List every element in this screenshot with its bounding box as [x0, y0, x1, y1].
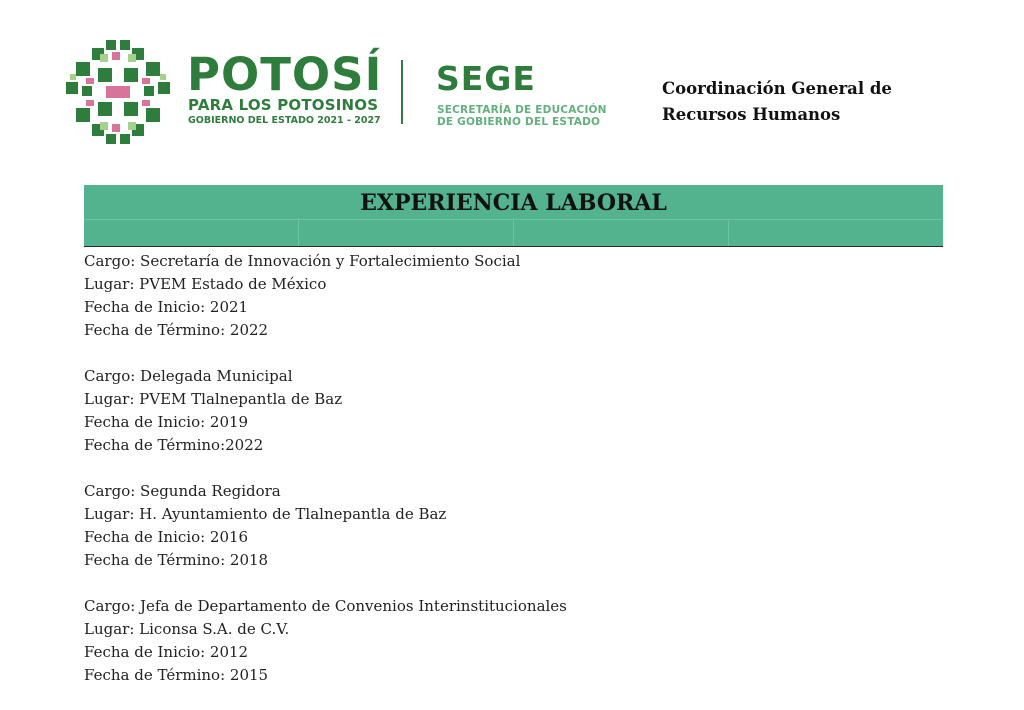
experience-list — [84, 250, 944, 710]
banner-column-divider — [298, 219, 299, 246]
entry-start-date: Fecha de Inicio: 2019 — [84, 413, 249, 431]
entry-position: Cargo: Segunda Regidora — [84, 482, 281, 500]
logo-divider — [401, 60, 403, 124]
sege-title: SEGE — [436, 59, 536, 98]
entry-place: Lugar: H. Ayuntamiento de Tlalnepantla de Baz — [84, 505, 447, 523]
entry-end-date: Fecha de Término: 2018 — [84, 551, 269, 569]
entry-end-date: Fecha de Término: 2022 — [84, 321, 269, 339]
coordination-heading — [662, 76, 892, 128]
state-emblem-logo — [62, 38, 174, 146]
entry-place: Lugar: PVEM Estado de México — [84, 275, 327, 293]
coordination-line-1: Coordinación General de — [662, 79, 892, 98]
entry-position: Cargo: Secretaría de Innovación y Fortalecimiento Social — [84, 252, 521, 270]
sege-line-2: DE GOBIERNO DEL ESTADO — [437, 116, 601, 128]
entry-start-date: Fecha de Inicio: 2021 — [84, 298, 249, 316]
section-title: EXPERIENCIA LABORAL — [360, 190, 667, 216]
entry-place: Lugar: PVEM Tlalnepantla de Baz — [84, 390, 343, 408]
entry-end-date: Fecha de Término:2022 — [84, 436, 264, 454]
banner-column-divider — [513, 219, 514, 246]
brand-title: POTOSÍ — [187, 48, 383, 101]
entry-start-date: Fecha de Inicio: 2012 — [84, 643, 249, 661]
section-banner — [84, 185, 943, 247]
sege-line-1: SECRETARÍA DE EDUCACIÓN — [437, 104, 607, 116]
entry-start-date: Fecha de Inicio: 2016 — [84, 528, 249, 546]
experience-entry — [84, 250, 944, 342]
entry-position: Cargo: Delegada Municipal — [84, 367, 293, 385]
brand-government: GOBIERNO DEL ESTADO 2021 - 2027 — [188, 115, 381, 126]
banner-column-divider — [728, 219, 729, 246]
sege-subtitle — [437, 104, 607, 128]
experience-entry — [84, 595, 944, 687]
document-header — [0, 0, 1024, 170]
coordination-line-2: Recursos Humanos — [662, 105, 841, 124]
experience-entry — [84, 480, 944, 572]
entry-place: Lugar: Liconsa S.A. de C.V. — [84, 620, 290, 638]
brand-subtitle: PARA LOS POTOSINOS — [188, 96, 379, 114]
entry-end-date: Fecha de Término: 2015 — [84, 666, 269, 684]
entry-position: Cargo: Jefa de Departamento de Convenios Interinstitucionales — [84, 597, 567, 615]
experience-entry — [84, 365, 944, 457]
